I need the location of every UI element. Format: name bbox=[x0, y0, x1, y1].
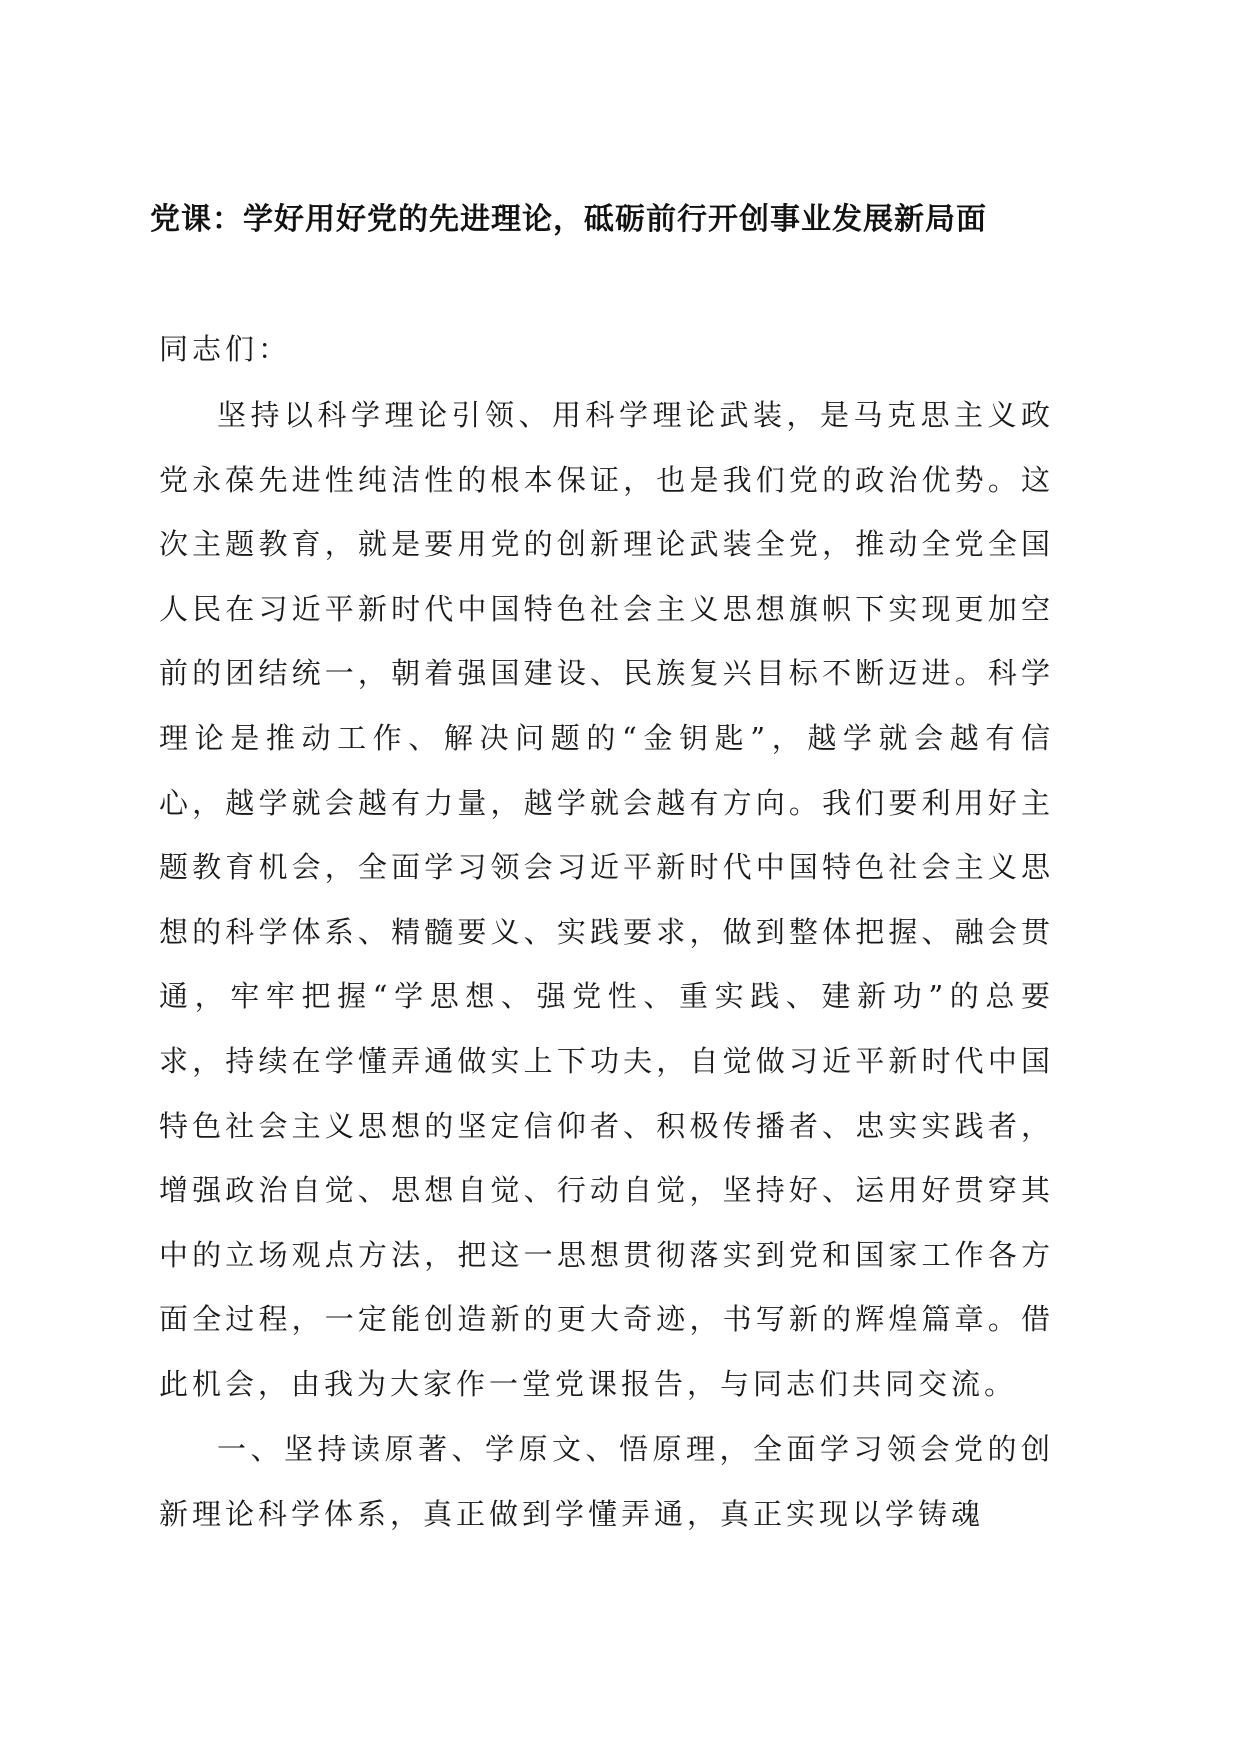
salutation: 同志们： bbox=[159, 332, 292, 366]
section-heading-1: 一、坚持读原著、学原文、悟原理，全面学习领会党的创新理论科学体系，真正做到学懂弄通，真正实现以学铸魂 bbox=[159, 1432, 1054, 1531]
body-paragraph: 坚持以科学理论引领、用科学理论武装，是马克思主义政党永葆先进性纯洁性的根本保证，也是我们党的政治优势。这次主题教育，就是要用党的创新理论武装全党，推动全党全国人民在习近平新时代中国特色社会主义思想旗帜下实现更加空前的团结统一，朝着强国建设、民族复兴目标不断迈进。科学理论是推动工作、解决问题的“金钥匙”，越学就会越有信心，越学就会越有力量，越学就会越有方向。我们要利用好主题教育机会，全面学习领会习近平新时代中国特色社会主义思想的科学体系、精髓要义、实践要求，做到整体把握、融会贯通，牢牢把握“学思想、强党性、重实践、建新功”的总要求，持续在学懂弄通做实上下功夫，自觉做习近平新时代中国特色社会主义思想的坚定信仰者、积极传播者、忠实实践者，增强政治自觉、思想自觉、行动自觉，坚持好、运用好贯穿其中的立场观点方法，把这一思想贯彻落实到党和国家工作各方面全过程，一定能创造新的更大奇迹，书写新的辉煌篇章。借此机会，由我为大家作一堂党课报告，与同志们共同交流。 bbox=[159, 398, 1054, 1401]
document-title: 党课：学好用好党的先进理论，砥砺前行开创事业发展新局面 bbox=[150, 202, 987, 237]
